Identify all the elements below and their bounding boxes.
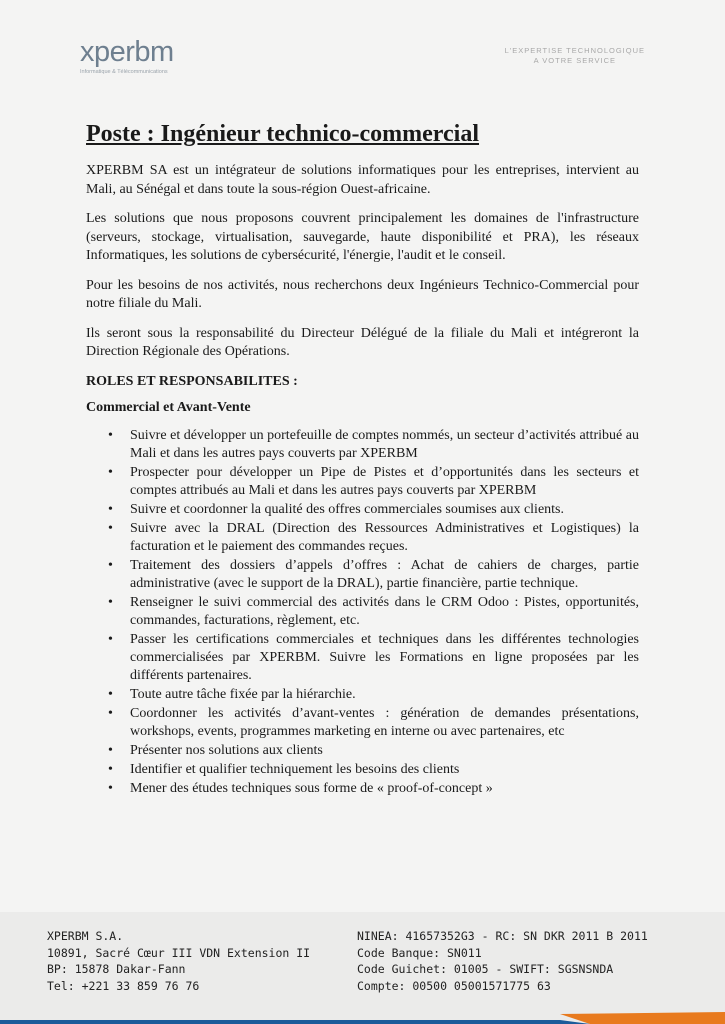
list-item: • Traitement des dossiers d’appels d’offres : Achat de cahiers de charges, partie administrative (avec le support de la DRAL), partie financière, partie technique. bbox=[130, 557, 639, 593]
footer-branch-code: Code Guichet: 01005 - SWIFT: SGSNSNDA bbox=[357, 962, 614, 976]
header-tagline bbox=[505, 46, 645, 66]
logo-wordmark: xperbm bbox=[80, 36, 174, 68]
footer-po-box: BP: 15878 Dakar-Fann bbox=[47, 962, 186, 976]
tagline-line-1: L'EXPERTISE TECHNOLOGIQUE bbox=[504, 46, 645, 55]
intro-paragraph-3: Pour les besoins de nos activités, nous recherchons deux Ingénieurs Technico-Commercial pour notre filiale du Mali. bbox=[86, 277, 639, 311]
footer-account: Compte: 00500 05001571775 63 bbox=[357, 978, 551, 993]
list-item: • Suivre et développer un portefeuille de comptes nommés, un secteur d’activités attribué au Mali et dans les autres pays couverts par XPERBM bbox=[130, 427, 639, 463]
intro-paragraph-2: Les solutions que nous proposons couvrent principalement les domaines de l'infrastructure (serveurs, stockage, virtualisation, sauvegarde, haute disponibilité et PRA), les réseaux Informatiques, les solutions de cybersécurité, l'énergie, l'audit et le conseil. bbox=[86, 211, 639, 263]
roles-list bbox=[86, 427, 639, 798]
list-item: • Présenter nos solutions aux clients bbox=[130, 742, 639, 760]
list-item: • Identifier et qualifier techniquement les besoins des clients bbox=[130, 761, 639, 779]
footer-bank-info bbox=[357, 928, 648, 994]
footer-company-name: XPERBM S.A. bbox=[47, 929, 124, 943]
list-item: • Suivre et coordonner la qualité des offres commerciales soumises aux clients. bbox=[130, 501, 639, 519]
logo-subtitle: Informatique & Télécommunications bbox=[80, 69, 168, 75]
footer-phone: Tel: +221 33 859 76 76 bbox=[47, 978, 200, 993]
footer-orange-stripe bbox=[560, 1012, 725, 1024]
list-item: • Renseigner le suivi commercial des activités dans le CRM Odoo : Pistes, opportunités, commandes, facturations, règlement, etc. bbox=[130, 594, 639, 630]
roles-heading: ROLES ET RESPONSABILITES : bbox=[86, 373, 298, 389]
footer-accent-bar bbox=[0, 1012, 725, 1024]
page-header bbox=[0, 0, 725, 100]
intro-paragraph-1: XPERBM SA est un intégrateur de solutions informatiques pour les entreprises, intervient au Mali, au Sénégal et dans toute la sous-région Ouest-africaine. bbox=[86, 163, 639, 197]
list-item: • Coordonner les activités d’avant-ventes : génération de demandes présentations, workshops, events, programmes marketing en interne ou avec partenaires, etc bbox=[130, 705, 639, 741]
footer-bank-code: Code Banque: SN011 bbox=[357, 945, 482, 960]
section-heading-commercial: Commercial et Avant-Vente bbox=[86, 399, 251, 415]
list-item: • Suivre avec la DRAL (Direction des Ressources Administratives et Logistiques) la facturation et le paiement des commandes reçues. bbox=[130, 520, 639, 556]
footer-company-info bbox=[47, 928, 310, 994]
page-title: Poste : Ingénieur technico-commercial bbox=[86, 121, 480, 147]
list-item: • Passer les certifications commerciales et techniques dans les différentes technologies commercialisées par XPERBM. Suivre les Formations en ligne proposées par les différents partenaires. bbox=[130, 631, 639, 685]
document-body bbox=[86, 120, 639, 799]
footer-ninea: NINEA: 41657352G3 - RC: SN DKR 2011 B 2011 bbox=[357, 929, 648, 943]
intro-paragraph-4: Ils seront sous la responsabilité du Directeur Délégué de la filiale du Mali et intégreront la Direction Régionale des Opérations. bbox=[86, 325, 639, 359]
xperbm-logo bbox=[80, 38, 210, 74]
list-item: • Toute autre tâche fixée par la hiérarchie. bbox=[130, 686, 639, 704]
tagline-line-2: A VOTRE SERVICE bbox=[533, 56, 617, 65]
list-item: • Mener des études techniques sous forme de « proof-of-concept » bbox=[130, 780, 639, 798]
footer-address: 10891, Sacré Cœur III VDN Extension II bbox=[47, 945, 311, 960]
footer-blue-stripe bbox=[0, 1020, 590, 1024]
list-item: • Prospecter pour développer un Pipe de Pistes et d’opportunités dans les secteurs et comptes attribués au Mali et dans les autres pays couverts par XPERBM bbox=[130, 464, 639, 500]
